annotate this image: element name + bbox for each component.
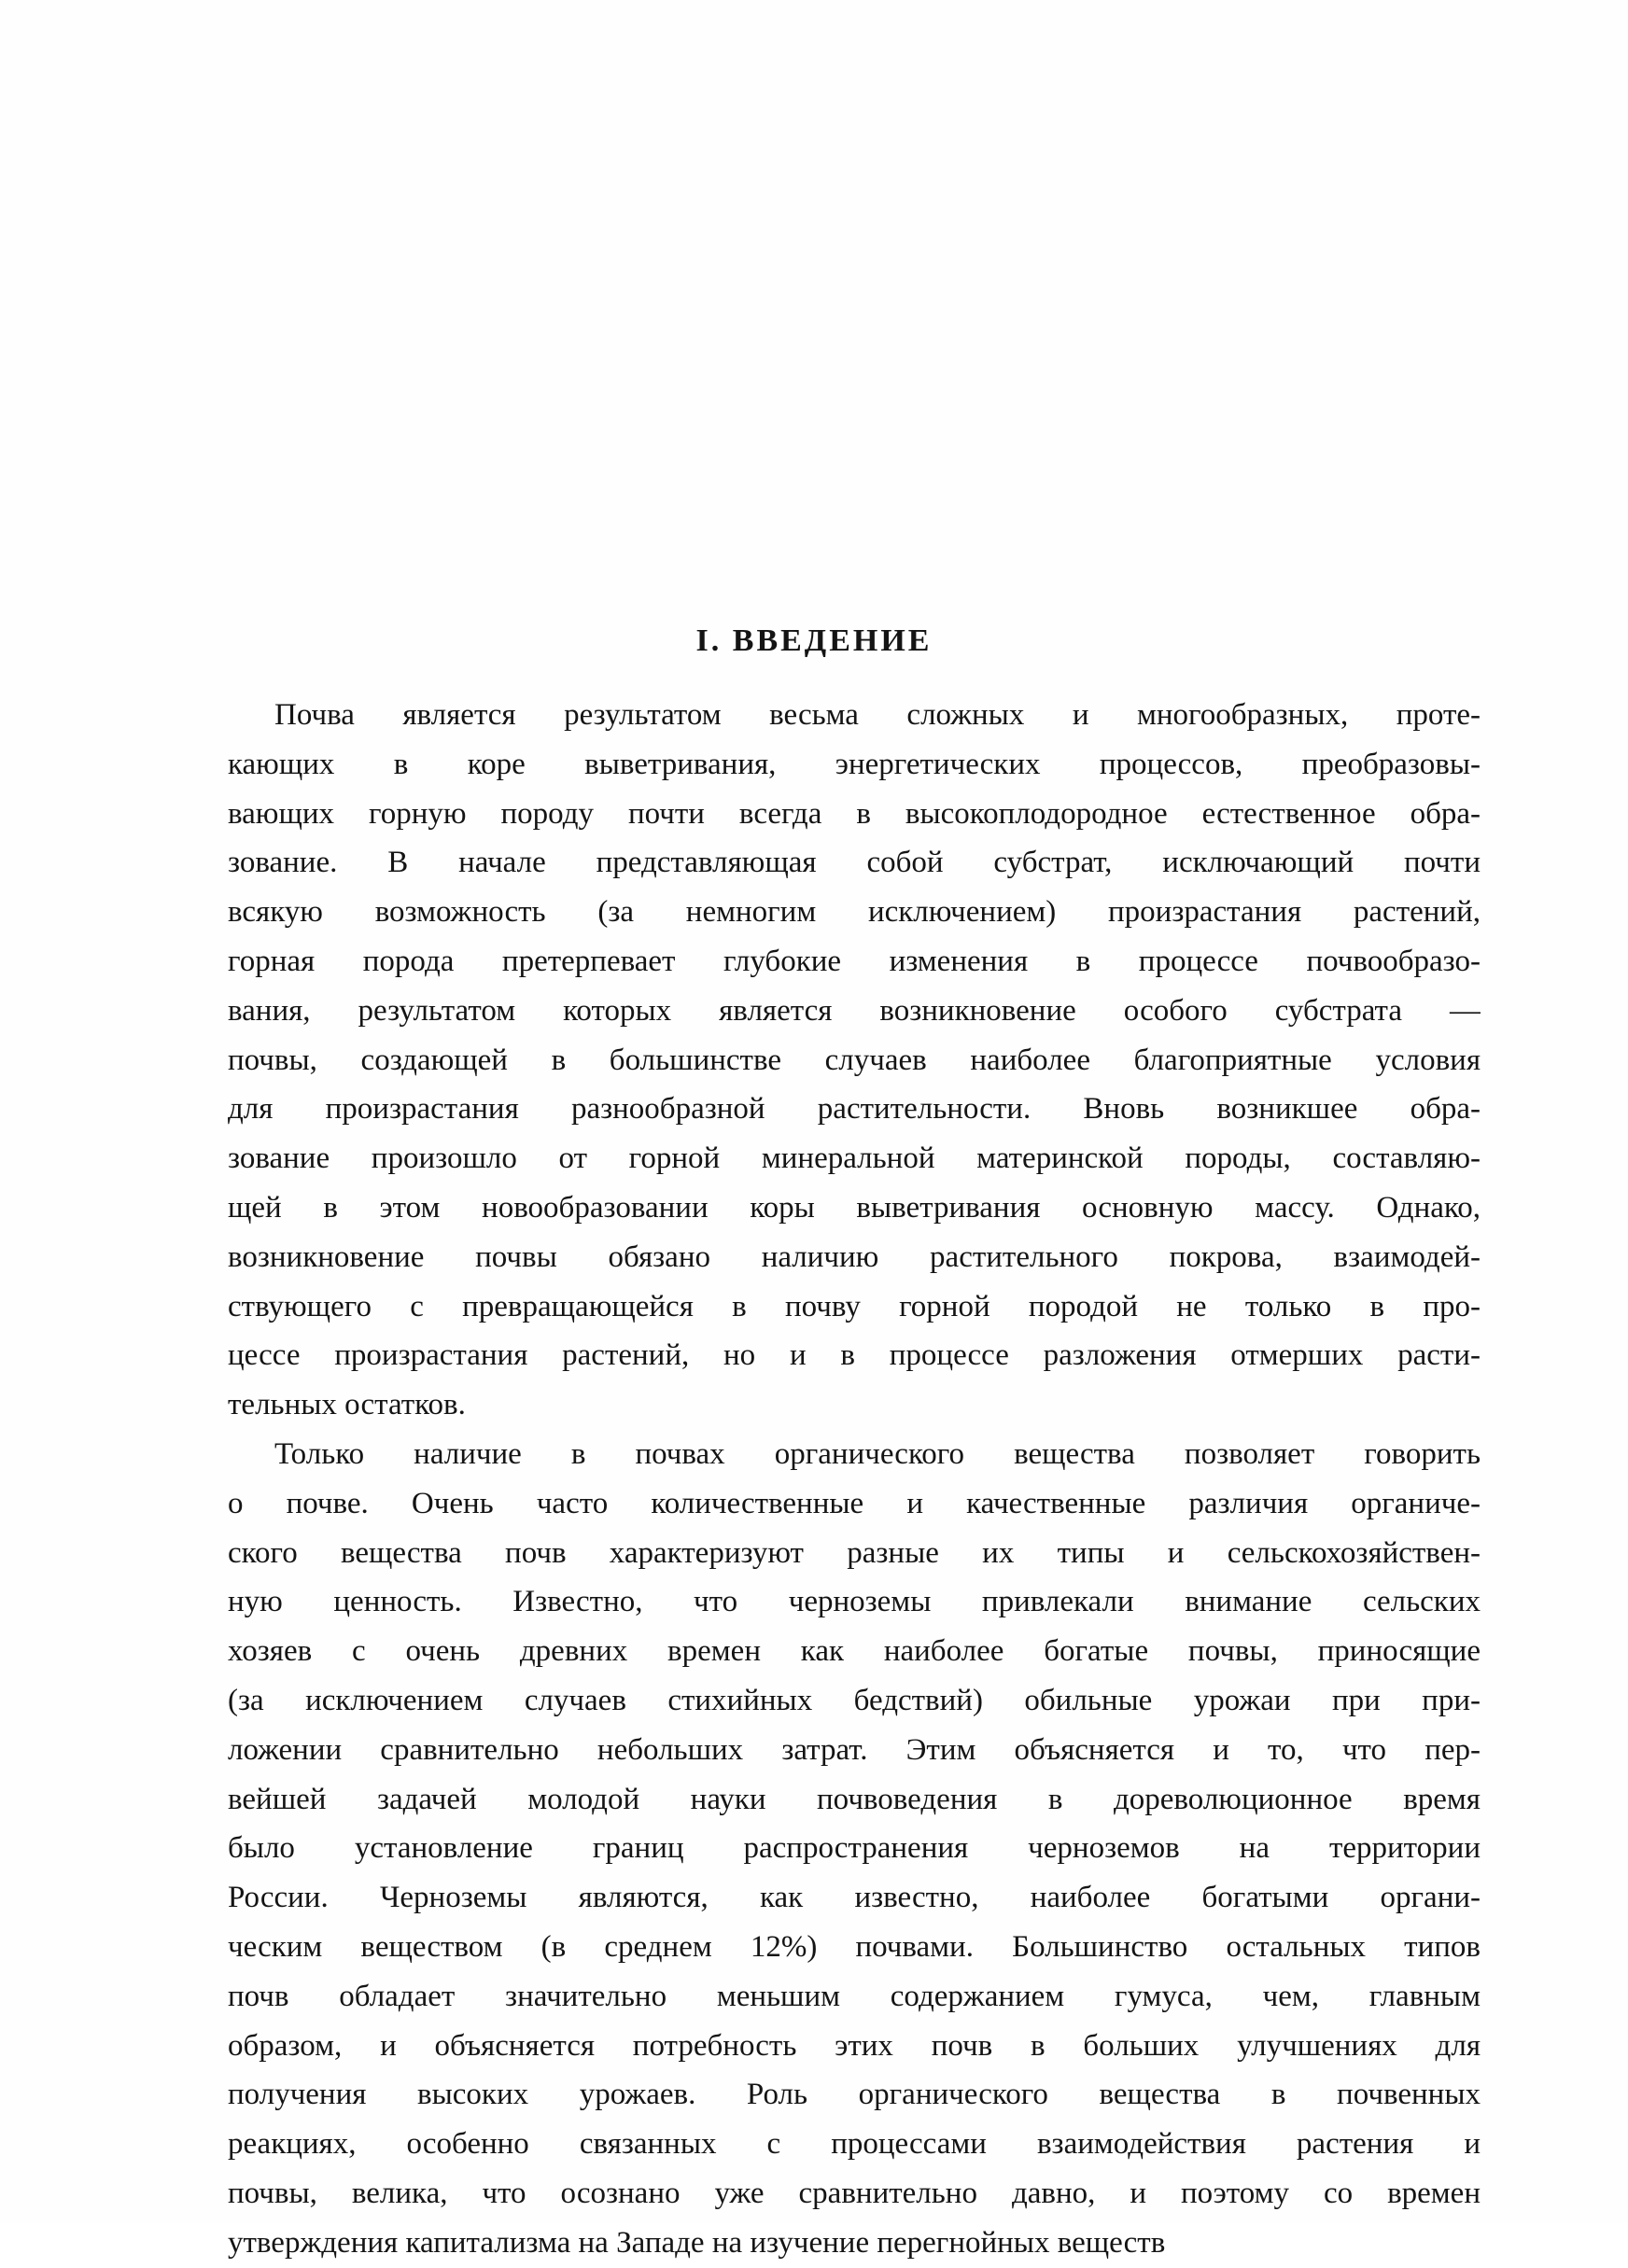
text-line: щей в этом новообразовании коры выветривания основную массу. Однако, xyxy=(228,1190,1481,1225)
text-line: хозяев с очень древних времен как наиболее богатые почвы, приносящие xyxy=(228,1634,1481,1669)
text-line: о почве. Очень часто количественные и качественные различия органиче- xyxy=(228,1486,1481,1520)
text-line: вающих горную породу почти всегда в высокоплодородное естественное обра- xyxy=(228,796,1481,831)
text-line: вейшей задачей молодой науки почвоведения в дореволюционное время xyxy=(228,1782,1481,1816)
text-line: цессе произрастания растений, но и в процессе разложения отмерших расти- xyxy=(228,1338,1481,1373)
text-line: для произрастания разнообразной растительности. Вновь возникшее обра- xyxy=(228,1092,1481,1127)
text-line: (за исключением случаев стихийных бедствий) обильные урожаи при при- xyxy=(228,1683,1481,1717)
text-line: ческим веществом (в среднем 12%) почвами. Большинство остальных типов xyxy=(228,1929,1481,1964)
text-line: вания, результатом которых является возникновение особого субстрата — xyxy=(228,993,1481,1028)
paragraph xyxy=(228,691,1481,1430)
text-line: ложении сравнительно небольших затрат. Этим объясняется и то, что пер- xyxy=(228,1732,1481,1767)
text-line: ствующего с превращающейся в почву горной породой не только в про- xyxy=(228,1289,1481,1323)
text-line: горная порода претерпевает глубокие изменения в процессе почвообразо- xyxy=(228,944,1481,978)
text-line: тельных остатков. xyxy=(228,1388,466,1422)
text-line: всякую возможность (за немногим исключением) произрастания растений, xyxy=(228,895,1481,930)
text-line: получения высоких урожаев. Роль органического вещества в почвенных xyxy=(228,2078,1481,2112)
text-line: реакциях, особенно связанных с процессами взаимодействия растения и xyxy=(228,2127,1481,2162)
text-line: почвы, создающей в большинстве случаев наиболее благоприятные условия xyxy=(228,1043,1481,1077)
paragraph xyxy=(228,1430,1481,2268)
body-text xyxy=(228,691,1481,2268)
text-line: образом, и объясняется потребность этих почв в больших улучшениях для xyxy=(228,2028,1481,2063)
text-line: почвы, велика, что осознано уже сравнительно давно, и поэтому со времен xyxy=(228,2176,1481,2210)
chapter-heading: I. ВВЕДЕНИЕ xyxy=(695,623,933,658)
text-line: Почва является результатом весьма сложных и многообразных, проте- xyxy=(274,698,1481,732)
text-line: ского вещества почв характеризуют разные их типы и сельскохозяйствен- xyxy=(228,1535,1481,1570)
text-line: России. Черноземы являются, как известно, наиболее богатыми органи- xyxy=(228,1881,1481,1915)
text-line: Только наличие в почвах органического вещества позволяет говорить xyxy=(274,1436,1481,1471)
text-line: зование. В начале представляющая собой субстрат, исключающий почти xyxy=(228,846,1481,880)
text-line: кающих в коре выветривания, энергетических процессов, преобразовы- xyxy=(228,747,1481,781)
text-line: почв обладает значительно меньшим содержанием гумуса, чем, главным xyxy=(228,1979,1481,2013)
text-line: ную ценность. Известно, что черноземы привлекали внимание сельских xyxy=(228,1585,1481,1619)
text-line: утверждения капитализма на Западе на изучение перегнойных веществ xyxy=(228,2225,1166,2260)
text-line: зование произошло от горной минеральной материнской породы, составляю- xyxy=(228,1141,1481,1176)
text-line: возникновение почвы обязано наличию растительного покрова, взаимодей- xyxy=(228,1239,1481,1274)
text-line: было установление границ распространения черноземов на территории xyxy=(228,1831,1481,1866)
